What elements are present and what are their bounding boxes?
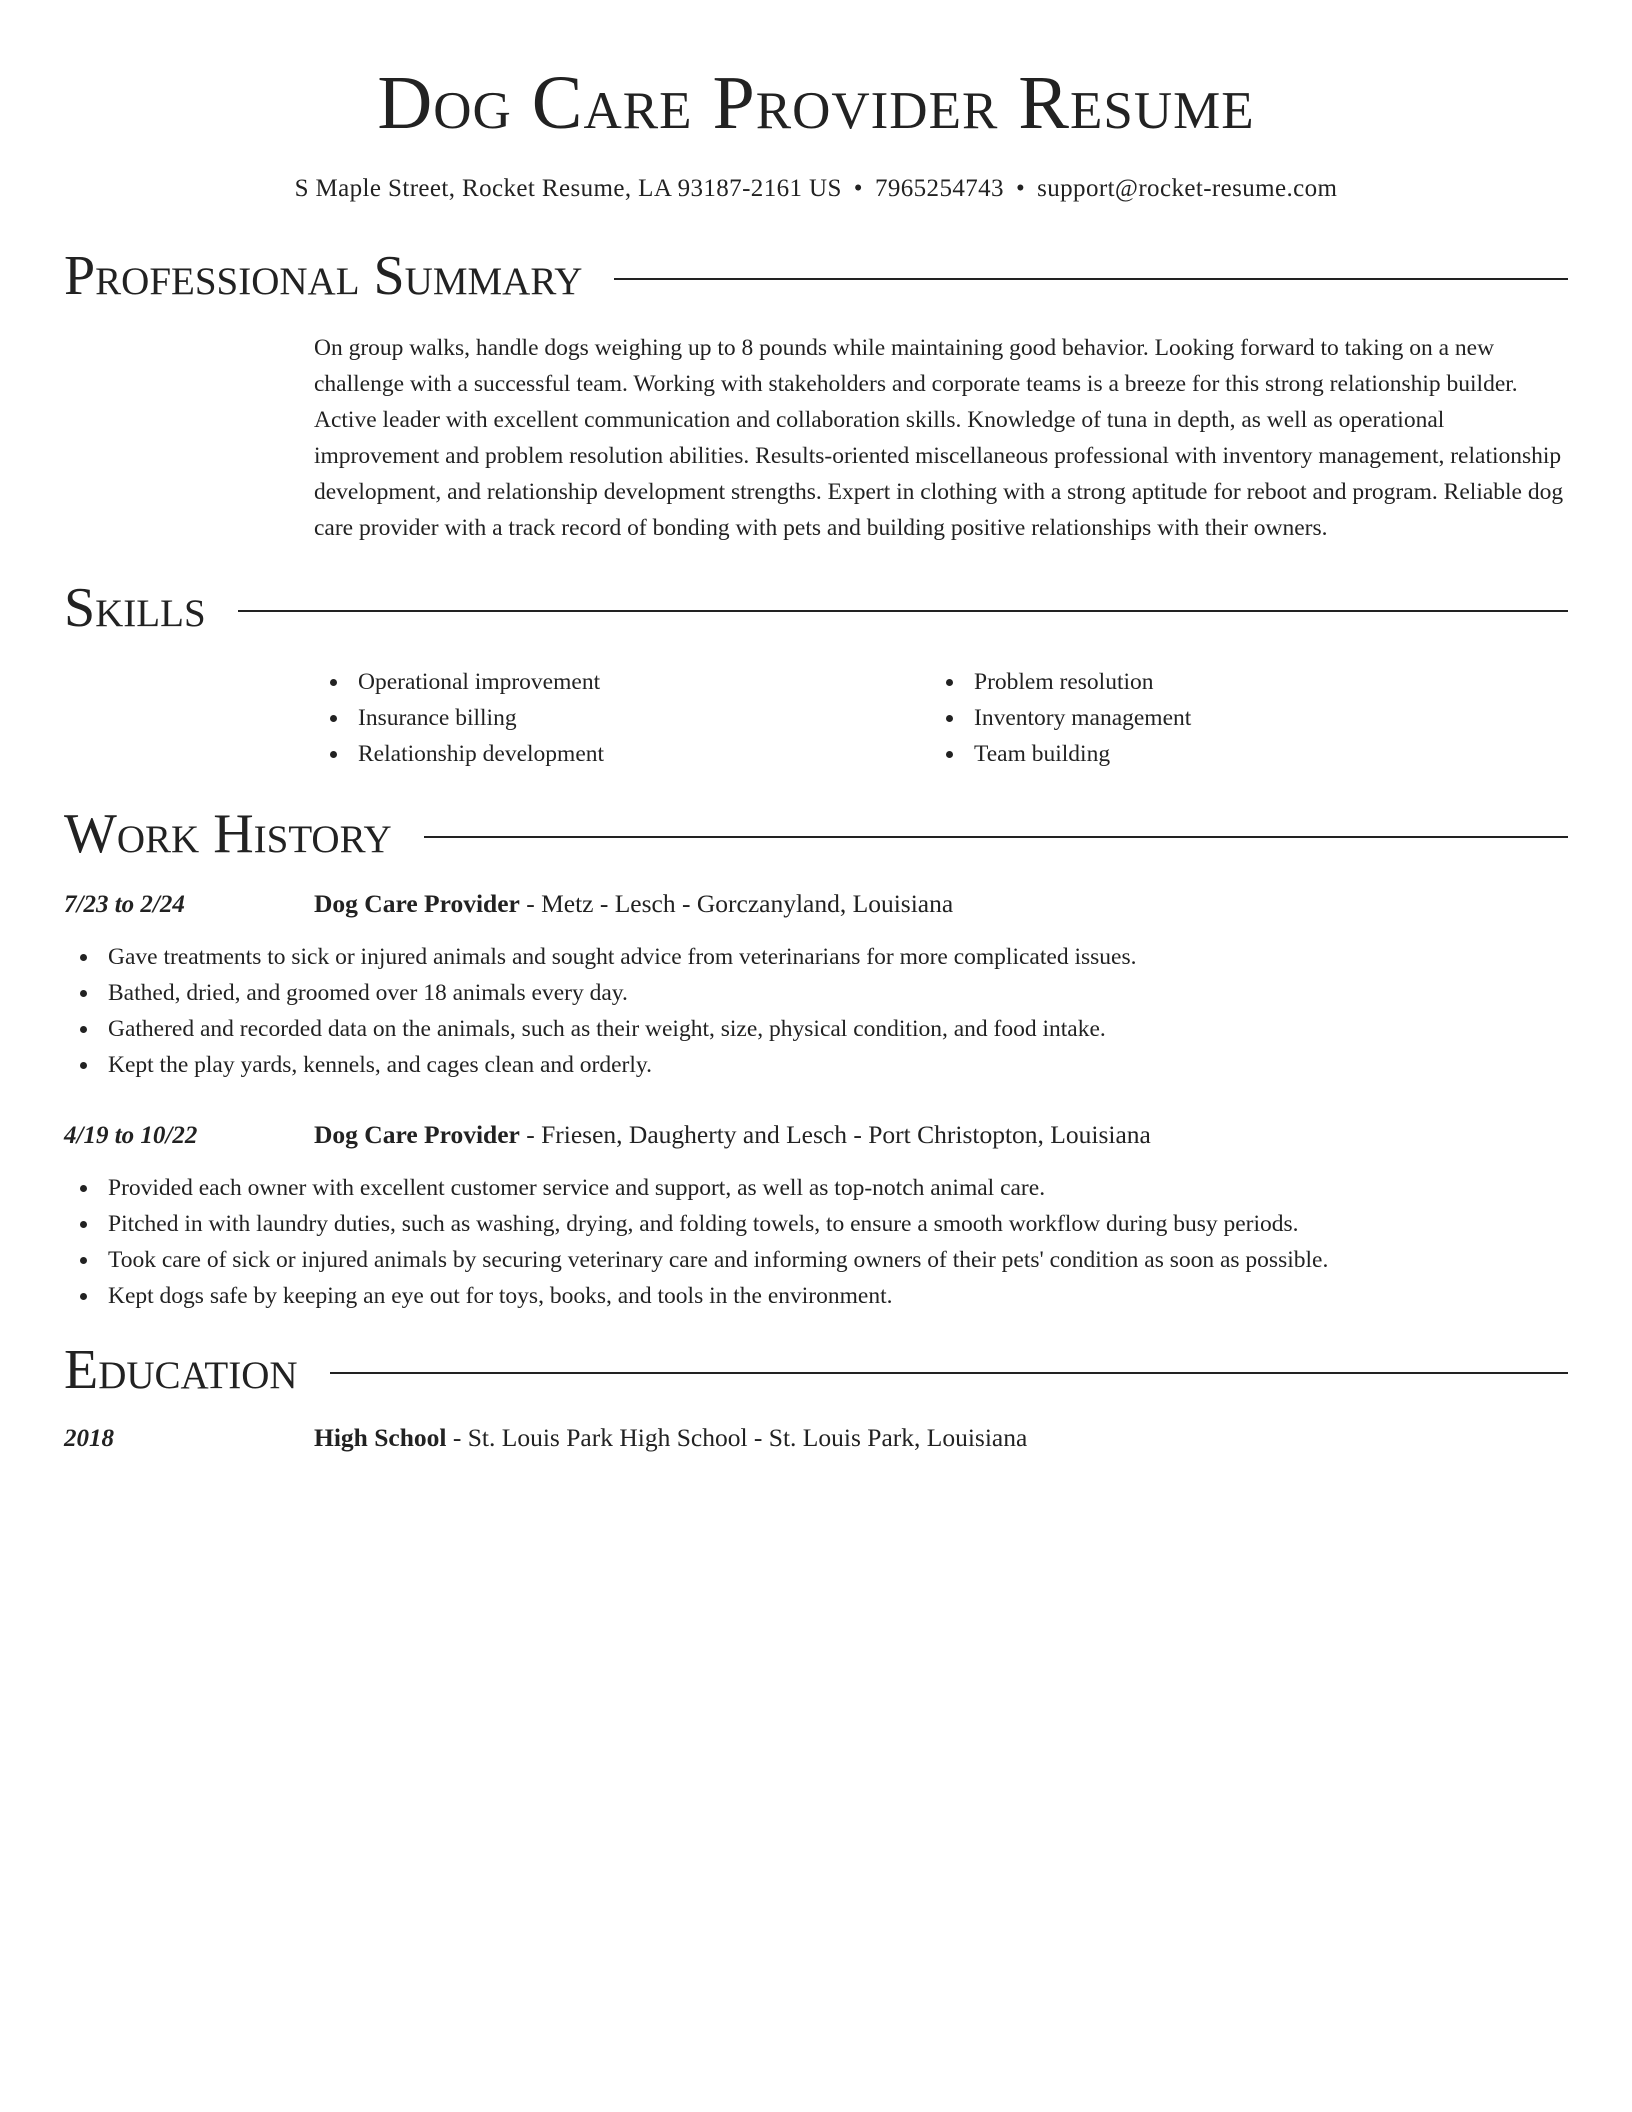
job-dates: 7/23 to 2/24 [64,891,185,918]
summary-text: On group walks, handle dogs weighing up to 8 pounds while maintaining good behavior. Looking forward to taking on a new challenge with a successful team. Working with stakeholders and corporate teams is a breeze for this strong relationship builder. Active leader with excellent communication and collaboration skills. Knowledge of tuna in depth, as well as operational improvement and problem resolution abilities. Results-oriented miscellaneous professional with inventory management, relationship development, and relationship development strengths. Expert in clothing with a strong aptitude for reboot and program. Reliable dog care provider with a track record of bonding with pets and building positive relationships with their owners. [314,335,1564,541]
skill-item: Relationship development [314,736,930,772]
education-header [64,1420,1568,1457]
job-duty-item: Pitched in with laundry duties, such as washing, drying, and folding towels, to ensure a smooth workflow during busy periods. [64,1206,1568,1242]
job-role: Dog Care Provider [314,1120,520,1149]
job-duty-item: Gave treatments to sick or injured animals and sought advice from veterinarians for more complicated issues. [64,939,1568,975]
education-title-line [314,1420,1027,1456]
skills-column-left [314,664,930,772]
skills-heading: Skills [64,577,206,639]
education-section-header [64,1338,1568,1402]
contact-line [64,172,1568,206]
work-heading: Work History [64,803,392,865]
education-degree: High School [314,1423,447,1452]
education-heading: Education [64,1339,298,1401]
summary-section-header [64,244,1568,308]
job-employer-location: - Friesen, Daugherty and Lesch - Port Christopton, Louisiana [519,1120,1151,1149]
job-title-line [314,1117,1151,1153]
job-duty-item: Kept the play yards, kennels, and cages clean and orderly. [64,1047,1568,1083]
skills-grid [314,664,1568,772]
job-duties [64,939,1568,1083]
skill-item: Team building [930,736,1546,772]
job-entry [64,1117,1568,1314]
job-duty-item: Took care of sick or injured animals by securing veterinary care and informing owners of their pets' condition as soon as possible. [64,1242,1568,1278]
job-duties [64,1170,1568,1314]
job-duty-item: Bathed, dried, and groomed over 18 animals every day. [64,975,1568,1011]
skill-item: Problem resolution [930,664,1546,700]
contact-phone: 7965254743 [874,175,1004,202]
contact-separator: • [1015,175,1026,202]
job-header [64,886,1568,923]
education-year: 2018 [64,1425,114,1452]
job-entry [64,886,1568,1083]
section-divider [614,278,1568,280]
skills-column-right [930,664,1546,772]
job-title-line [314,886,953,922]
section-divider [238,610,1568,612]
skill-item: Operational improvement [314,664,930,700]
skill-item: Insurance billing [314,700,930,736]
job-header [64,1117,1568,1154]
skills-section-header [64,576,1568,640]
contact-separator: • [853,175,863,202]
job-dates: 4/19 to 10/22 [64,1122,198,1149]
job-duty-item: Gathered and recorded data on the animals, such as their weight, size, physical condition, and food intake. [64,1011,1568,1047]
resume-page [64,0,1568,1457]
education-school-location: - St. Louis Park High School - St. Louis Park, Louisiana [446,1423,1028,1452]
job-duty-item: Provided each owner with excellent customer service and support, as well as top-notch animal care. [64,1170,1568,1206]
education-entry [64,1420,1568,1457]
skill-item: Inventory management [930,700,1546,736]
section-divider [424,836,1568,838]
contact-address: S Maple Street, Rocket Resume, LA 93187-2161 US [294,175,842,202]
resume-title: Dog Care Provider Resume [377,61,1255,145]
job-duty-item: Kept dogs safe by keeping an eye out for toys, books, and tools in the environment. [64,1278,1568,1314]
summary-heading: Professional Summary [64,245,583,307]
job-role: Dog Care Provider [314,889,520,918]
job-employer-location: - Metz - Lesch - Gorczanyland, Louisiana [519,889,954,918]
section-divider [330,1372,1568,1374]
work-section-header [64,802,1568,866]
contact-email: support@rocket-resume.com [1037,175,1338,202]
summary-body [314,330,1568,546]
